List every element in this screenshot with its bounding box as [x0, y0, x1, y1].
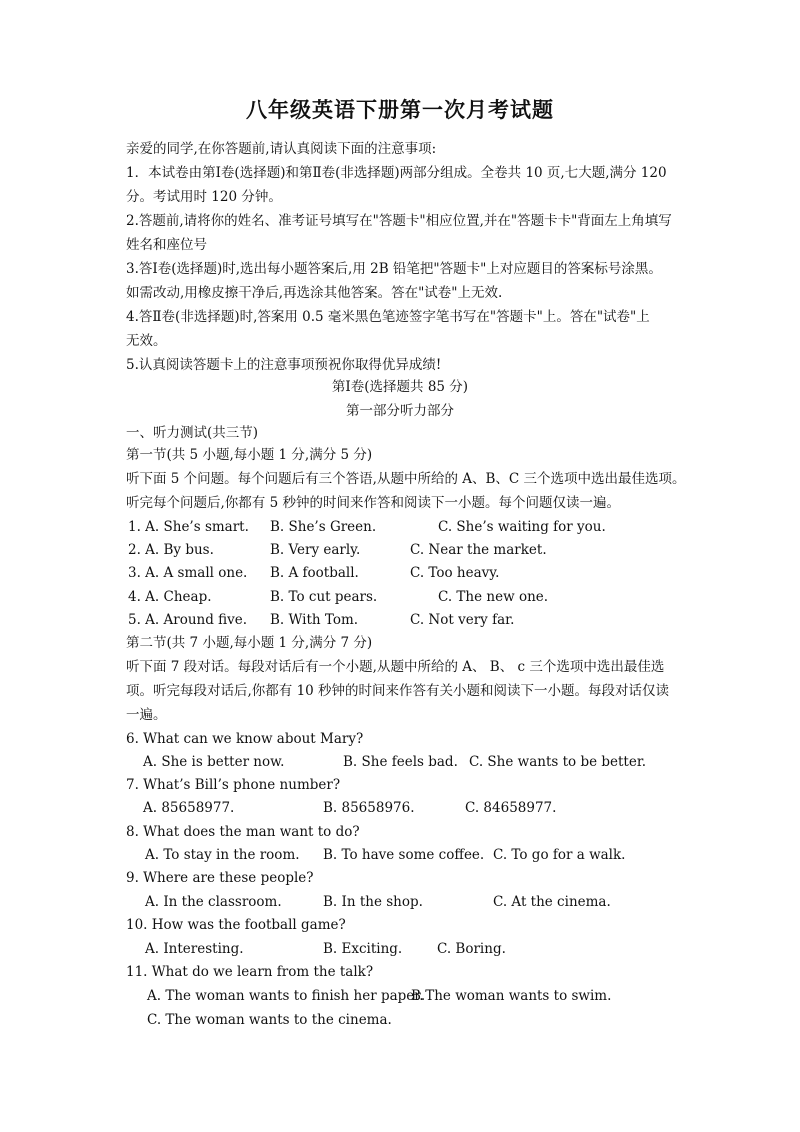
q4-option-c: C. The new one. [438, 589, 549, 605]
q8-question: 8. What does the man want to do? [126, 824, 360, 840]
q10-question: 10. How was the football game? [126, 917, 346, 933]
q5-option-c: C. Not very far. [410, 612, 515, 628]
q6-option-c: C. She wants to be better. [469, 754, 647, 770]
q3-option-b: B. A football. [270, 565, 359, 581]
q9-option-b: B. In the shop. [323, 894, 423, 910]
part-heading: 第一部分听力部分 [346, 403, 454, 419]
q8-option-a: A. To stay in the room. [145, 847, 300, 863]
q3-option-a: 3. A. A small one. [128, 565, 248, 581]
q9-option-c: C. At the cinema. [493, 894, 611, 910]
sec2-instruction: 项。听完每段对话后,你都有 10 秒钟的时间来作答有关小题和阅读下一小题。每段对话仅读 [126, 683, 670, 699]
q6-option-a: A. She is better now. [143, 754, 285, 770]
sec2-instruction: 听下面 7 段对话。每段对话后有一个小题,从题中所给的 A、 B、 c 三个选项中选出最佳选 [126, 659, 665, 675]
q4-option-b: B. To cut pears. [270, 589, 378, 605]
q2-option-b: B. Very early. [270, 542, 361, 558]
q7-option-c: C. 84658977. [465, 800, 557, 816]
sec1-instruction: 听下面 5 个问题。每个问题后有三个答语,从题中所给的 A、B、C 三个选项中选出最佳选项。 [126, 471, 686, 487]
q11-option-c: C. The woman wants to the cinema. [147, 1012, 392, 1028]
sec1-heading: 第一节(共 5 小题,每小题 1 分,满分 5 分) [126, 447, 373, 463]
notice-line: 3.答Ⅰ卷(选择题)时,选出每小题答案后,用 2B 铅笔把"答题卡"上对应题目的答案标号涂黑。 [126, 261, 662, 277]
notice-greeting: 亲爱的同学,在你答题前,请认真阅读下面的注意事项: [126, 141, 437, 157]
q8-option-c: C. To go for a walk. [493, 847, 626, 863]
section-heading: 一、听力测试(共三节) [126, 425, 259, 441]
q1-option-a: 1. A. She’s smart. [128, 519, 249, 535]
q1-option-b: B. She’s Green. [270, 519, 377, 535]
sec2-heading: 第二节(共 7 小题,每小题 1 分,满分 7 分) [126, 635, 373, 651]
q3-option-c: C. Too heavy. [410, 565, 500, 581]
q6-question: 6. What can we know about Mary? [126, 731, 364, 747]
notice-line: 姓名和座位号 [126, 237, 207, 253]
notice-line: 5.认真阅读答题卡上的注意事项预祝你取得优异成绩! [126, 357, 442, 373]
q11-option-a: A. The woman wants to finish her paper. [147, 988, 424, 1004]
notice-line: 4.答Ⅱ卷(非选择题)时,答案用 0.5 毫米黑色笔迹签字笔书写在"答题卡"上。答在"试卷"上 [126, 309, 650, 325]
q7-option-b: B. 85658976. [323, 800, 415, 816]
q11-question: 11. What do we learn from the talk? [126, 964, 374, 980]
notice-line: 2.答题前,请将你的姓名、准考证号填写在"答题卡"相应位置,并在"答题卡卡"背面左上角填写 [126, 213, 672, 229]
page-title: 八年级英语下册第一次月考试题 [246, 98, 554, 122]
volume-heading: 第Ⅰ卷(选择题共 85 分) [331, 379, 469, 395]
q10-option-b: B. Exciting. [323, 941, 403, 957]
q8-option-b: B. To have some coffee. [323, 847, 485, 863]
q10-option-c: C. Boring. [437, 941, 506, 957]
notice-line: 无效。 [126, 333, 167, 349]
q6-option-b: B. She feels bad. [343, 754, 458, 770]
q9-option-a: A. In the classroom. [145, 894, 282, 910]
q7-question: 7. What’s Bill’s phone number? [126, 777, 341, 793]
q2-option-a: 2. A. By bus. [128, 542, 214, 558]
q9-question: 9. Where are these people? [126, 870, 314, 886]
q5-option-b: B. With Tom. [270, 612, 359, 628]
q7-option-a: A. 85658977. [143, 800, 235, 816]
q2-option-c: C. Near the market. [410, 542, 547, 558]
notice-line: 如需改动,用橡皮擦干净后,再选涂其他答案。答在"试卷"上无效. [126, 285, 503, 301]
q5-option-a: 5. A. Around five. [128, 612, 248, 628]
q1-option-c: C. She’s waiting for you. [438, 519, 606, 535]
q10-option-a: A. Interesting. [145, 941, 244, 957]
sec2-instruction: 一遍。 [126, 707, 167, 723]
q4-option-a: 4. A. Cheap. [128, 589, 212, 605]
sec1-instruction: 听完每个问题后,你都有 5 秒钟的时间来作答和阅读下一小题。每个问题仅读一遍。 [126, 495, 620, 511]
notice-line: 1．本试卷由第Ⅰ卷(选择题)和第Ⅱ卷(非选择题)两部分组成。全卷共 10 页,七大题,满分 120 [126, 165, 667, 181]
notice-line: 分。考试用时 120 分钟。 [126, 189, 282, 205]
q11-option-b: B.The woman wants to swim. [411, 988, 612, 1004]
